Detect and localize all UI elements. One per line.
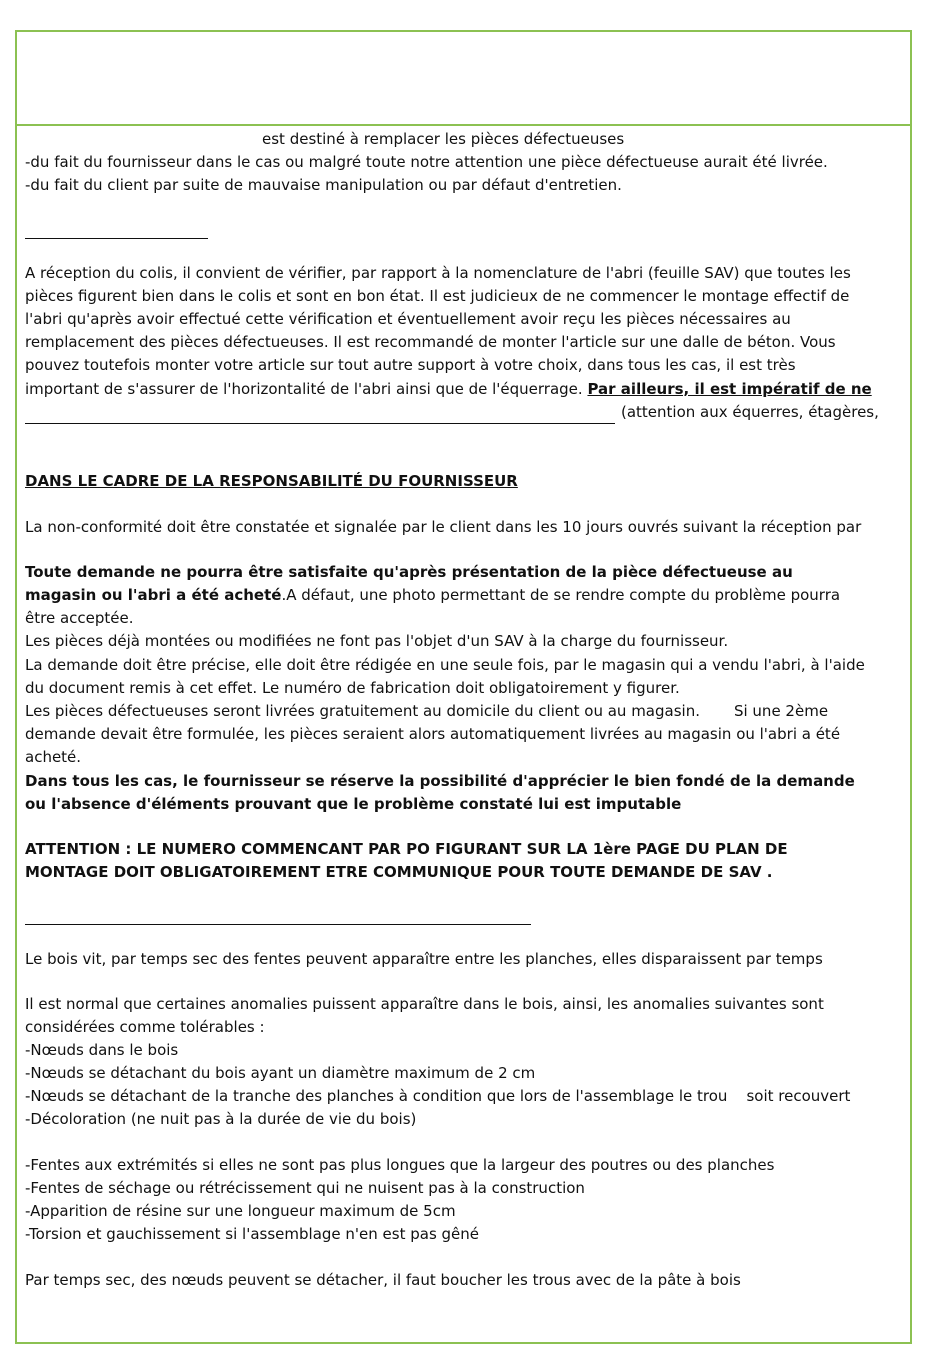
fournisseur-p5-second: Si une 2ème xyxy=(733,702,829,720)
fournisseur-p5-line-3: acheté. xyxy=(25,748,82,766)
intro-line-2: -du fait du fournisseur dans le cas ou malgré toute notre attention une pièce défectueuse aurait été livrée. xyxy=(25,153,828,171)
fournisseur-p3: Les pièces déjà montées ou modifiées ne font pas l'objet d'un SAV à la charge du fournisseur. xyxy=(25,632,729,650)
bois-p2-line-1: Il est normal que certaines anomalies puissent apparaître dans le bois, ainsi, les anomalies suivantes sont xyxy=(25,995,824,1013)
fournisseur-p4-line-1: La demande doit être précise, elle doit être rédigée en une seule fois, par le magasin qui a vendu l'abri, à l'aide xyxy=(25,656,865,674)
list-item: -Torsion et gauchissement si l'assemblage n'en est pas gêné xyxy=(25,1225,480,1243)
section-heading-fournisseur: DANS LE CADRE DE LA RESPONSABILITÉ DU FOURNISSEUR xyxy=(25,472,518,490)
list-item: -Décoloration (ne nuit pas à la durée de vie du bois) xyxy=(25,1110,417,1128)
fournisseur-p5-line-1 xyxy=(25,700,828,723)
fournisseur-p5-line-2: demande devait être formulée, les pièces seraient alors automatiquement livrées au magasin ou l'abri a été xyxy=(25,725,841,743)
reception-warning: Par ailleurs, il est impératif de ne xyxy=(587,380,872,398)
fournisseur-p1: La non-conformité doit être constatée et signalée par le client dans les 10 jours ouvrés suivant la réception par xyxy=(25,518,862,536)
bois-p1: Le bois vit, par temps sec des fentes peuvent apparaître entre les planches, elles disparaissent par temps xyxy=(25,950,823,968)
intro-line-3: -du fait du client par suite de mauvaise manipulation ou par défaut d'entretien. xyxy=(25,176,622,194)
bois-p2-line-2: considérées comme tolérables : xyxy=(25,1018,265,1036)
list-item: -Fentes aux extrémités si elles ne sont pas plus longues que la largeur des poutres ou des planches xyxy=(25,1156,775,1174)
fournisseur-p2-line-1: Toute demande ne pourra être satisfaite qu'après présentation de la pièce défectueuse au xyxy=(25,563,793,581)
reception-line-7: (attention aux équerres, étagères, xyxy=(621,403,879,421)
fournisseur-p2-line-2 xyxy=(25,584,840,607)
attention-line-2: MONTAGE DOIT OBLIGATOIREMENT ETRE COMMUNIQUE POUR TOUTE DEMANDE DE SAV . xyxy=(25,863,773,881)
list-item: -Apparition de résine sur une longueur maximum de 5cm xyxy=(25,1202,456,1220)
page-frame xyxy=(15,30,912,1344)
fournisseur-p6-line-2: ou l'absence d'éléments prouvant que le problème constaté lui est imputable xyxy=(25,795,682,813)
list-item: -Nœuds dans le bois xyxy=(25,1041,179,1059)
reception-line-4: remplacement des pièces défectueuses. Il est recommandé de monter l'article sur une dalle de béton. Vous xyxy=(25,333,836,351)
reception-line-5: pouvez toutefois monter votre article sur tout autre support à votre choix, dans tous les cas, il est très xyxy=(25,356,796,374)
section-rule-1 xyxy=(25,238,208,239)
fournisseur-p5-text: Les pièces défectueuses seront livrées gratuitement au domicile du client ou au magasin. xyxy=(25,702,700,720)
section-rule-2 xyxy=(25,924,531,925)
attention-line-1: ATTENTION : LE NUMERO COMMENCANT PAR PO FIGURANT SUR LA 1ère PAGE DU PLAN DE xyxy=(25,840,788,858)
header-box xyxy=(17,32,910,126)
reception-line-1: A réception du colis, il convient de vérifier, par rapport à la nomenclature de l'abri (feuille SAV) que toutes les xyxy=(25,264,851,282)
reception-line-6 xyxy=(25,378,872,401)
fournisseur-p2-line-3: être acceptée. xyxy=(25,609,134,627)
list-item: -Fentes de séchage ou rétrécissement qui ne nuisent pas à la construction xyxy=(25,1179,585,1197)
list-item: -Nœuds se détachant de la tranche des planches à condition que lors de l'assemblage le trou soit recouvert xyxy=(25,1087,851,1105)
fournisseur-p4-line-2: du document remis à cet effet. Le numéro de fabrication doit obligatoirement y figurer. xyxy=(25,679,680,697)
intro-line-1: est destiné à remplacer les pièces défectueuses xyxy=(262,130,625,148)
reception-line-6-text: important de s'assurer de l'horizontalité de l'abri ainsi que de l'équerrage. xyxy=(25,380,583,398)
fournisseur-p2-rest: .A défaut, une photo permettant de se rendre compte du problème pourra xyxy=(281,586,841,604)
bois-p3: Par temps sec, des nœuds peuvent se détacher, il faut boucher les trous avec de la pâte à bois xyxy=(25,1271,741,1289)
fournisseur-p2-bold: magasin ou l'abri a été acheté xyxy=(25,586,282,604)
reception-line-3: l'abri qu'après avoir effectué cette vérification et éventuellement avoir reçu les pièces nécessaires au xyxy=(25,310,791,328)
reception-blank-rule xyxy=(25,423,615,424)
fournisseur-p6-line-1: Dans tous les cas, le fournisseur se réserve la possibilité d'apprécier le bien fondé de la demande xyxy=(25,772,855,790)
reception-line-2: pièces figurent bien dans le colis et sont en bon état. Il est judicieux de ne commencer le montage effectif de xyxy=(25,287,850,305)
list-item: -Nœuds se détachant du bois ayant un diamètre maximum de 2 cm xyxy=(25,1064,536,1082)
